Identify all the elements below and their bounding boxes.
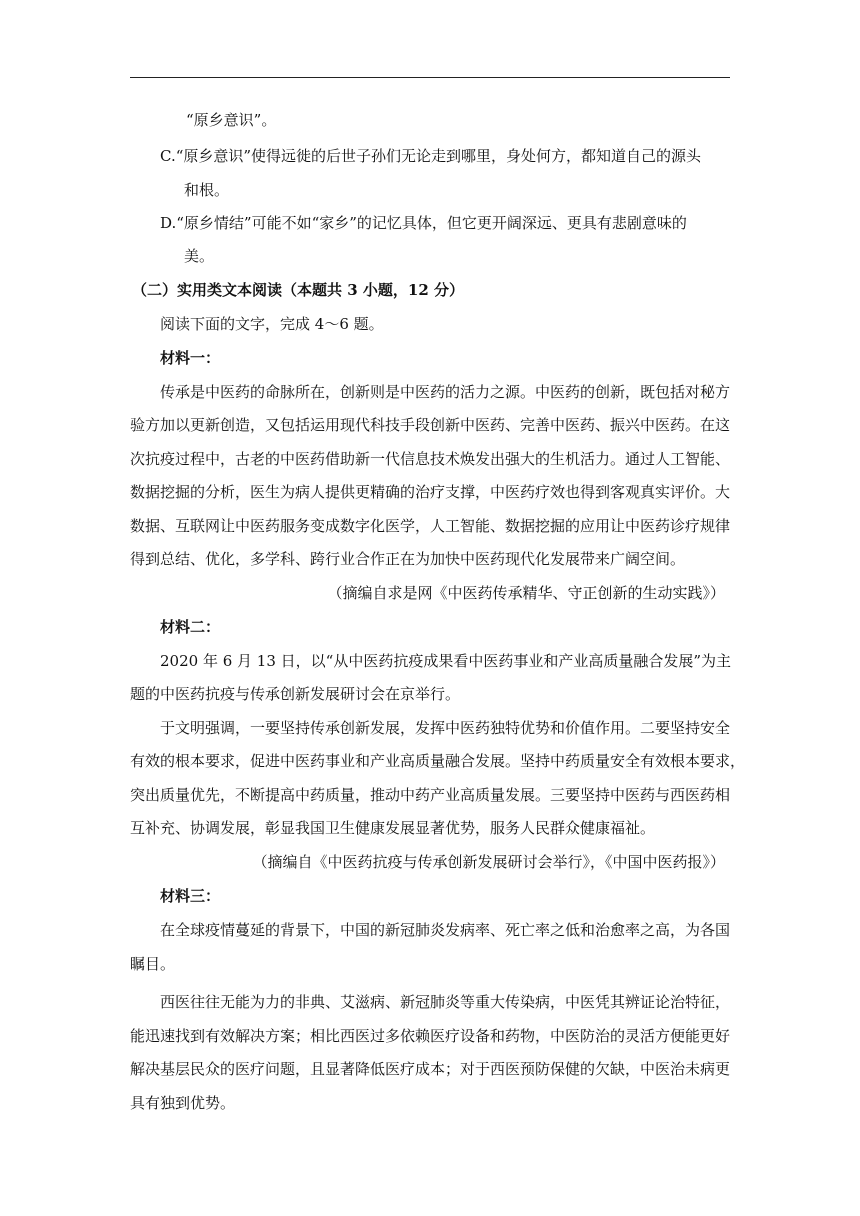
material1-line: 传承是中医药的命脉所在，创新则是中医药的活力之源。中医药的创新，既包括对秘方 <box>160 383 731 401</box>
option-d-line2: 美。 <box>184 247 215 265</box>
material1-line: 验方加以更新创造，又包括运用现代科技手段创新中医药、完善中医药、振兴中医药。在这 <box>130 416 731 434</box>
option-c-line1: C.“原乡意识”使得远徙的后世子孙们无论走到哪里，身处何方，都知道自己的源头 <box>160 147 702 165</box>
header-rule <box>130 77 730 78</box>
material3-line: 具有独到优势。 <box>130 1094 236 1112</box>
material3-line: 能迅速找到有效解决方案；相比西医过多依赖医疗设备和药物，中医防治的灵活方便能更好 <box>130 1027 731 1045</box>
material3-line: 在全球疫情蔓延的背景下，中国的新冠肺炎发病率、死亡率之低和治愈率之高，为各国 <box>160 921 731 939</box>
material2-line: 有效的根本要求，促进中医药事业和产业高质量融合发展。坚持中药质量安全有效根本要求， <box>130 752 746 770</box>
material3-heading: 材料三： <box>160 887 221 905</box>
material2-line: 题的中医药抗疫与传承创新发展研讨会在京举行。 <box>130 685 461 703</box>
material3-line: 解决基层民众的医疗问题，且显著降低医疗成本；对于西医预防保健的欠缺，中医治未病更 <box>130 1060 731 1078</box>
material2-line: 互补充、协调发展，彰显我国卫生健康发展显著优势，服务人民群众健康福祉。 <box>130 819 656 837</box>
section-title: （二）实用类文本阅读（本题共 3 小题，12 分） <box>132 281 464 299</box>
material1-line: 次抗疫过程中，古老的中医药借助新一代信息技术焕发出强大的生机活力。通过人工智能、 <box>130 450 731 468</box>
option-b-continuation: “原乡意识”。 <box>186 111 277 129</box>
material2-line: 2020 年 6 月 13 日，以“从中医药抗疫成果看中医药事业和产业高质量融合发展”为主 <box>160 652 731 670</box>
section-instruction: 阅读下面的文字，完成 4～6 题。 <box>160 315 384 333</box>
material1-line: 得到总结、优化，多学科、跨行业合作正在为加快中医药现代化发展带来广阔空间。 <box>130 550 686 568</box>
material1-line: 数据、互联网让中医药服务变成数字化医学，人工智能、数据挖掘的应用让中医药诊疗规律 <box>130 517 731 535</box>
material1-heading: 材料一： <box>160 349 221 367</box>
material2-line: 于文明强调，一要坚持传承创新发展，发挥中医药独特优势和价值作用。二要坚持安全 <box>160 719 731 737</box>
material2-source: （摘编自《中医药抗疫与传承创新发展研讨会举行》，《中国中医药报》） <box>252 853 725 871</box>
option-c-line2: 和根。 <box>184 181 230 199</box>
material1-line: 数据挖掘的分析，医生为病人提供更精确的治疗支撑，中医药疗效也得到客观真实评价。大 <box>130 483 731 501</box>
material3-line: 瞩目。 <box>130 955 176 973</box>
material1-source: （摘编自求是网《中医药传承精华、守正创新的生动实践》） <box>327 584 725 602</box>
material2-line: 突出质量优先，不断提高中药质量，推动中药产业高质量发展。三要坚持中医药与西医药相 <box>130 786 731 804</box>
option-d-line1: D.“原乡情结”可能不如“家乡”的记忆具体，但它更开阔深远、更具有悲剧意味的 <box>160 214 687 232</box>
material2-heading: 材料二： <box>160 618 221 636</box>
material3-line: 西医往往无能为力的非典、艾滋病、新冠肺炎等重大传染病，中医凭其辨证论治特征， <box>160 993 731 1011</box>
